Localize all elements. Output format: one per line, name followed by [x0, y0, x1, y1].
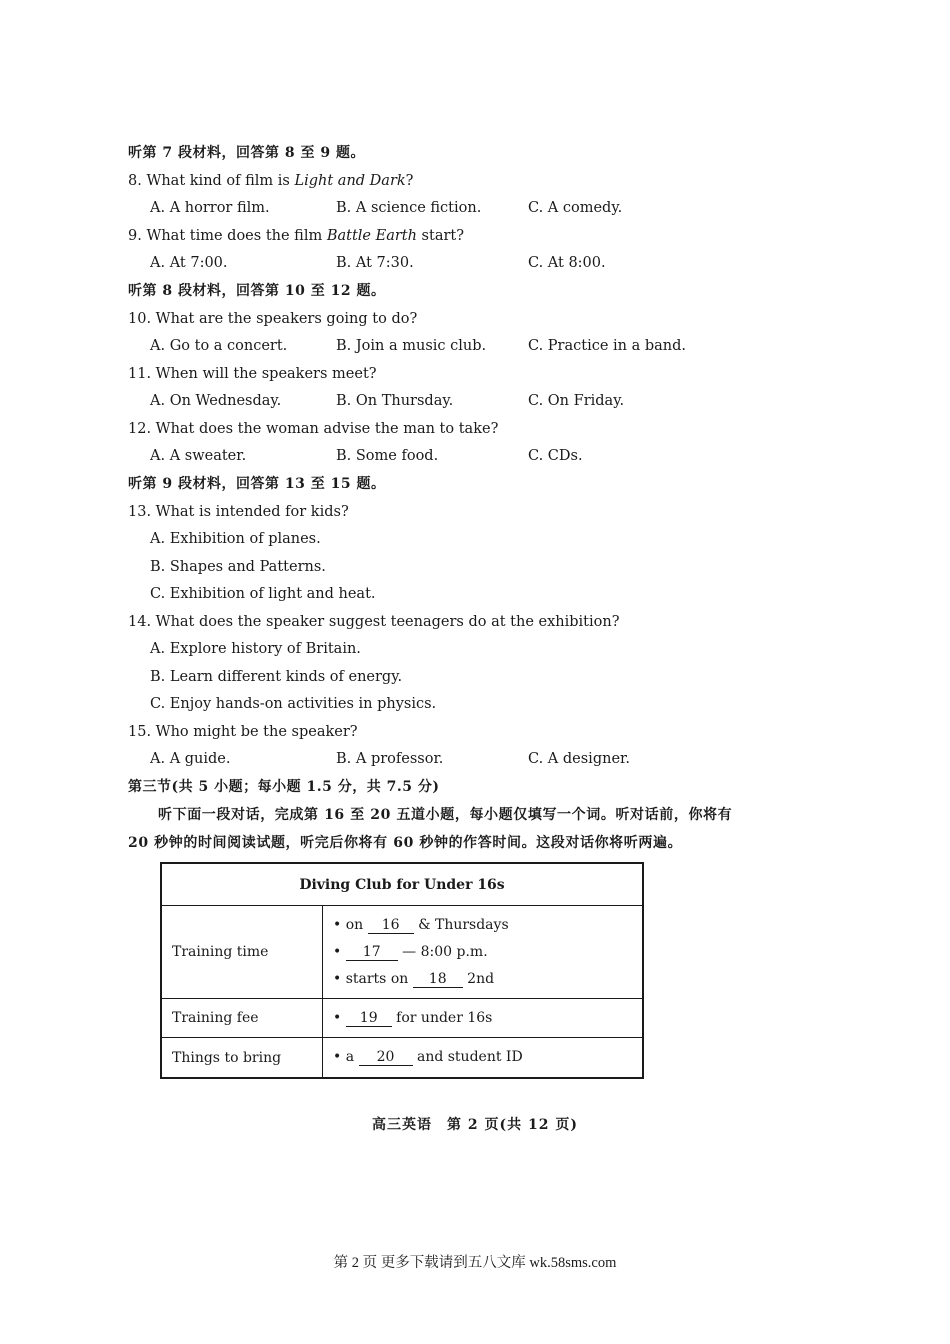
question-13: 13. What is intended for kids? [128, 504, 349, 520]
q9-prefix: 9. What time does the film [128, 228, 327, 244]
question-9 [128, 226, 464, 246]
question-8 [128, 171, 413, 191]
blank-18: 18 [413, 971, 463, 988]
section3-instruction-1: 听下面一段对话，完成第 16 至 20 五道小题，每小题仅填写一个词。听对话前，你将有 [158, 807, 733, 823]
q14-option-c: C. Enjoy hands-on activities in physics. [150, 696, 437, 712]
training-time-details [323, 906, 644, 999]
page-footer-label: 高三英语 第 2 页(共 12 页) [372, 1117, 578, 1133]
q11-option-c: C. On Friday. [528, 393, 625, 409]
training-start-line [333, 966, 632, 993]
blank-16: 16 [368, 917, 414, 934]
question-11: 11. When will the speakers meet? [128, 366, 377, 382]
download-footer: 第 2 页 更多下载请到五八文库 wk.58sms.com [333, 1255, 617, 1271]
q8-option-b: B. A science fiction. [336, 200, 482, 216]
part9-heading: 听第 9 段材料，回答第 13 至 15 题。 [128, 476, 386, 492]
q12-option-a: A. A sweater. [150, 448, 247, 464]
tt2-prefix: • [333, 943, 342, 960]
q13-option-c: C. Exhibition of light and heat. [150, 586, 376, 602]
blank-17: 17 [346, 944, 398, 961]
q8-option-a: A. A horror film. [150, 200, 270, 216]
q8-film-title: Light and Dark [294, 173, 406, 189]
q13-option-b: B. Shapes and Patterns. [150, 559, 326, 575]
table-row-training-time [161, 906, 643, 999]
question-15: 15. Who might be the speaker? [128, 724, 358, 740]
training-fee-label: Training fee [161, 999, 323, 1038]
q15-option-b: B. A professor. [336, 751, 444, 767]
q12-options [150, 446, 750, 466]
table-row-training-fee [161, 999, 643, 1038]
q15-option-c: C. A designer. [528, 751, 630, 767]
q8-options [150, 198, 750, 218]
question-12: 12. What does the woman advise the man to take? [128, 421, 499, 437]
q10-options [150, 336, 750, 356]
q14-option-b: B. Learn different kinds of energy. [150, 669, 403, 685]
training-fee-details [323, 999, 644, 1038]
part8-heading: 听第 8 段材料，回答第 10 至 12 题。 [128, 283, 386, 299]
q10-option-c: C. Practice in a band. [528, 338, 687, 354]
blank-19: 19 [346, 1010, 392, 1027]
things-to-bring-details [323, 1038, 644, 1079]
tt2-suffix: — 8:00 p.m. [402, 943, 488, 960]
section3-heading: 第三节(共 5 小题；每小题 1.5 分，共 7.5 分) [128, 779, 440, 795]
question-10: 10. What are the speakers going to do? [128, 311, 418, 327]
training-time-label: Training time [161, 906, 323, 999]
section3-instruction-2: 20 秒钟的时间阅读试题，听完后你将有 60 秒钟的作答时间。这段对话你将听两遍。 [128, 835, 683, 851]
tt1-prefix: • on [333, 916, 364, 933]
diving-club-notes-table [160, 862, 644, 1079]
q8-prefix: 8. What kind of film is [128, 173, 295, 189]
part7-heading: 听第 7 段材料，回答第 8 至 9 题。 [128, 145, 365, 161]
q14-option-a: A. Explore history of Britain. [150, 641, 361, 657]
fee-suffix: for under 16s [396, 1009, 493, 1026]
training-hours-line [333, 939, 632, 966]
q11-option-b: B. On Thursday. [336, 393, 454, 409]
q15-option-a: A. A guide. [150, 751, 231, 767]
q12-option-c: C. CDs. [528, 448, 583, 464]
q12-option-b: B. Some food. [336, 448, 439, 464]
q13-option-a: A. Exhibition of planes. [150, 531, 321, 547]
q9-option-c: C. At 8:00. [528, 255, 606, 271]
q11-options [150, 391, 750, 411]
fee-prefix: • [333, 1009, 342, 1026]
tt1-suffix: & Thursdays [418, 916, 509, 933]
q9-option-a: A. At 7:00. [150, 255, 228, 271]
q9-suffix: start? [416, 228, 465, 244]
q9-film-title: Battle Earth [326, 228, 417, 244]
blank-20: 20 [359, 1049, 413, 1066]
q8-option-c: C. A comedy. [528, 200, 623, 216]
question-14: 14. What does the speaker suggest teenagers do at the exhibition? [128, 614, 620, 630]
training-day-line [333, 912, 632, 939]
q9-option-b: B. At 7:30. [336, 255, 414, 271]
q10-option-b: B. Join a music club. [336, 338, 487, 354]
q15-options [150, 749, 750, 769]
tt3-suffix: 2nd [467, 970, 495, 987]
tt3-prefix: • starts on [333, 970, 409, 987]
q11-option-a: A. On Wednesday. [150, 393, 282, 409]
bring-suffix: and student ID [416, 1049, 523, 1065]
things-to-bring-label: Things to bring [161, 1038, 323, 1079]
table-title: Diving Club for Under 16s [161, 863, 643, 906]
q9-options [150, 253, 750, 273]
table-row-things-to-bring [161, 1038, 643, 1079]
q10-option-a: A. Go to a concert. [150, 338, 288, 354]
q8-suffix: ? [405, 173, 414, 189]
bring-prefix: • a [333, 1049, 355, 1065]
